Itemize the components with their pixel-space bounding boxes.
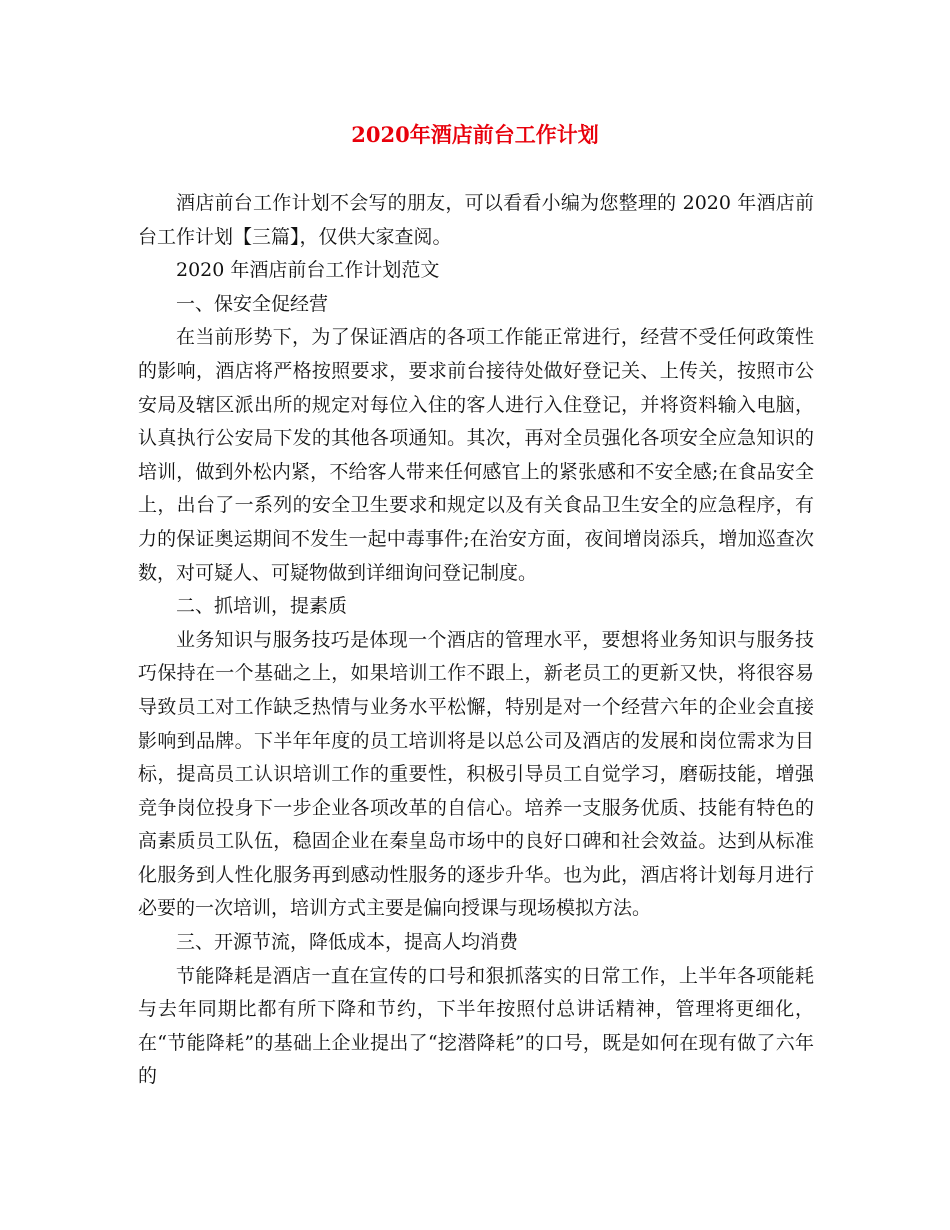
body-paragraph: 业务知识与服务技巧是体现一个酒店的管理水平，要想将业务知识与服务技巧保持在一个基础之上，如果培训工作不跟上，新老员工的更新又快，将很容易导致员工对工作缺乏热情与业务水平松懈，特别是对一个经营六年的企业会直接影响到品牌。下半年年度的员工培训将是以总公司及酒店的发展和岗位需求为目标，提高员工认识培训工作的重要性，积极引导员工自觉学习，磨砺技能，增强竞争岗位投身下一步企业各项改革的自信心。培养一支服务优质、技能有特色的高素质员工队伍，稳固企业在秦皇岛市场中的良好口碑和社会效益。达到从标准化服务到人性化服务再到感动性服务的逐步升华。也为此，酒店将计划每月进行必要的一次培训，培训方式主要是偏向授课与现场模拟方法。 (138, 628, 814, 920)
document-body (138, 187, 814, 1094)
body-paragraph: 节能降耗是酒店一直在宣传的口号和狠抓落实的日常工作，上半年各项能耗与去年同期比都有所下降和节约，下半年按照付总讲话精神，管理将更细化，在“节能降耗”的基础上企业提出了“挖潜降耗”的口号，既是如何在现有做了六年的 (138, 964, 814, 1088)
section-heading: 三、开源节流，降低成本，提高人均消费 (176, 931, 519, 954)
section-heading: 2020 年酒店前台工作计划范文 (176, 259, 440, 282)
intro-paragraph: 酒店前台工作计划不会写的朋友，可以看看小编为您整理的 2020 年酒店前台工作计划【三篇】，仅供大家查阅。 (138, 192, 814, 248)
section-heading: 一、保安全促经营 (176, 292, 329, 315)
document-title: 2020年酒店前台工作计划 (351, 122, 599, 147)
body-paragraph: 在当前形势下，为了保证酒店的各项工作能正常进行，经营不受任何政策性的影响，酒店将严格按照要求，要求前台接待处做好登记关、上传关，按照市公安局及辖区派出所的规定对每位入住的客人进行入住登记，并将资料输入电脑，认真执行公安局下发的其他各项通知。其次，再对全员强化各项安全应急知识的培训，做到外松内紧，不给客人带来任何感官上的紧张感和不安全感;在食品安全上，出台了一系列的安全卫生要求和规定以及有关食品卫生安全的应急程序，有力的保证奥运期间不发生一起中毒事件;在治安方面，夜间增岗添兵，增加巡查次数，对可疑人、可疑物做到详细询问登记制度。 (138, 326, 814, 584)
section-heading: 二、抓培训，提素质 (176, 595, 348, 618)
